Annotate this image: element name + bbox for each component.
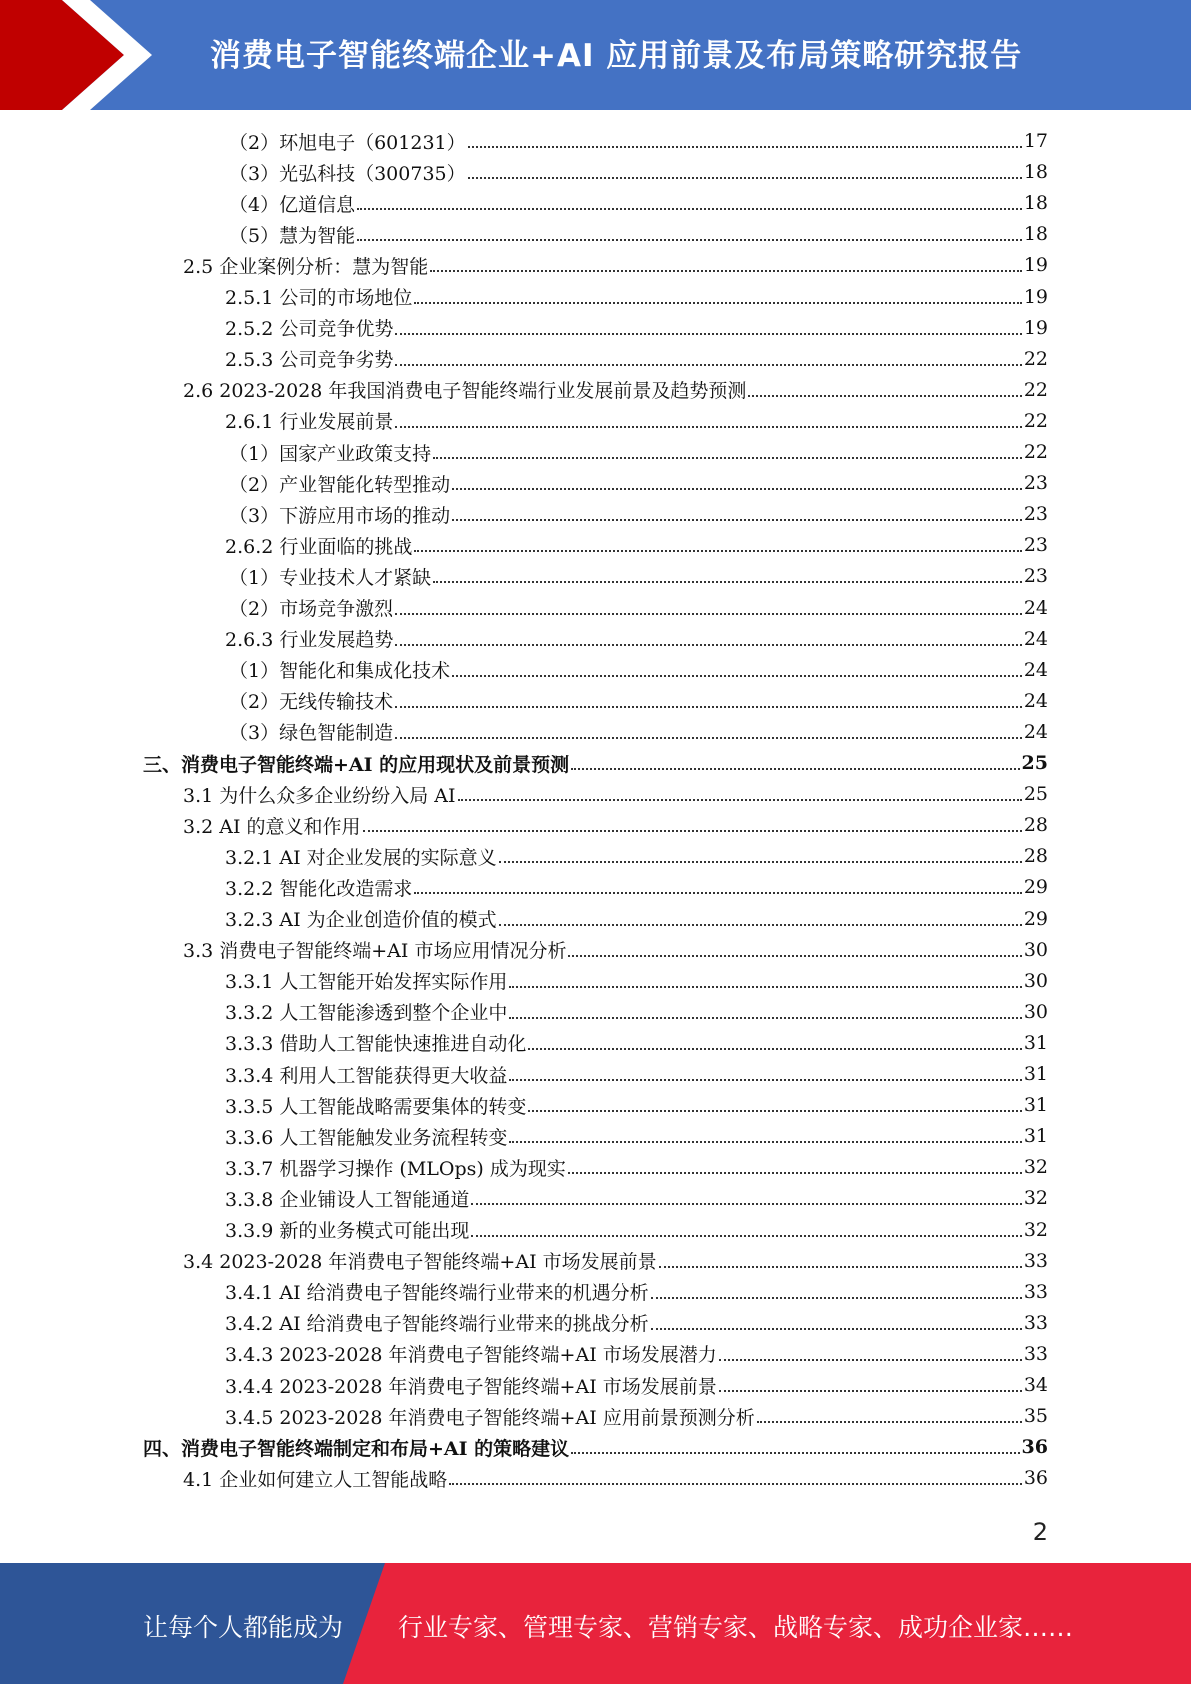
toc-entry-label: 3.2 AI 的意义和作用: [183, 815, 361, 838]
toc-leader-dots: [499, 924, 1022, 926]
toc-entry-label: （3）下游应用市场的推动: [229, 504, 451, 527]
toc-entry-page: 34: [1023, 1374, 1048, 1396]
toc-entry-page: 25: [1021, 752, 1048, 774]
toc-entry-page: 31: [1023, 1063, 1048, 1085]
toc-entry-page: 23: [1023, 503, 1048, 526]
toc-entry-page: 18: [1023, 161, 1048, 184]
toc-leader-dots: [395, 706, 1022, 708]
footer-banner: [0, 1563, 1191, 1684]
toc-leader-dots: [651, 1328, 1022, 1330]
toc-entry-label: 3.2.2 智能化改造需求: [225, 877, 413, 900]
footer-slogan-left: 让每个人都能成为: [143, 1613, 344, 1642]
toc-entry-page: 35: [1023, 1405, 1048, 1428]
toc-entry-page: 19: [1023, 254, 1048, 277]
toc-entry-label: 3.3.2 人工智能渗透到整个企业中: [225, 1002, 508, 1025]
toc-entry-page: 32: [1023, 1156, 1048, 1179]
toc-leader-dots: [414, 892, 1021, 894]
toc-entry[interactable]: [183, 376, 1048, 404]
toc-entry-label: 3.2.1 AI 对企业发展的实际意义: [225, 846, 497, 869]
toc-leader-dots: [499, 861, 1022, 863]
toc-leader-dots: [509, 1079, 1021, 1081]
toc-entry[interactable]: [225, 1340, 1048, 1368]
toc-leader-dots: [471, 1203, 1021, 1205]
toc-leader-dots: [395, 364, 1021, 366]
toc-entry-page: 23: [1023, 534, 1048, 557]
toc-entry-label: （1）智能化和集成化技术: [229, 660, 451, 683]
toc-entry-label: 3.4 2023-2028 年消费电子智能终端+AI 市场发展前景: [183, 1251, 657, 1274]
page-number: 2: [1032, 1518, 1048, 1546]
toc-entry[interactable]: [229, 687, 1048, 715]
toc-entry-page: 22: [1023, 347, 1048, 370]
toc-entry-page: 30: [1023, 1000, 1048, 1023]
toc-entry-label: 3.3.4 利用人工智能获得更大收益: [225, 1064, 508, 1087]
toc-entry[interactable]: [225, 407, 1048, 435]
toc-entry-page: 33: [1023, 1249, 1048, 1272]
toc-entry[interactable]: [225, 1278, 1048, 1306]
toc-entry-label: （1）专业技术人才紧缺: [229, 566, 432, 589]
toc-entry-page: 24: [1023, 720, 1048, 743]
toc-entry-label: 3.4.5 2023-2028 年消费电子智能终端+AI 应用前景预测分析: [225, 1406, 755, 1429]
toc-entry-page: 28: [1023, 814, 1048, 837]
toc-entry-page: 18: [1023, 192, 1048, 215]
toc-entry[interactable]: [229, 220, 1048, 248]
toc-entry-page: 30: [1023, 969, 1048, 992]
toc-leader-dots: [433, 457, 1022, 459]
toc-entry[interactable]: [225, 531, 1048, 559]
toc-leader-dots: [528, 1048, 1021, 1050]
toc-entry-label: 四、消费电子智能终端制定和布局+AI 的策略建议: [143, 1437, 570, 1460]
toc-entry[interactable]: [225, 1122, 1048, 1150]
toc-entry-label: 2.6 2023-2028 年我国消费电子智能终端行业发展前景及趋势预测: [183, 380, 747, 403]
toc-entry-page: 19: [1023, 316, 1048, 339]
report-title: 消费电子智能终端企业+AI 应用前景及布局策略研究报告: [210, 38, 1023, 74]
toc-leader-dots: [395, 333, 1021, 335]
toc-leader-dots: [571, 1452, 1019, 1454]
toc-leader-dots: [357, 208, 1022, 210]
toc-entry-page: 22: [1023, 441, 1048, 463]
toc-entry[interactable]: [225, 1309, 1048, 1337]
toc-leader-dots: [458, 799, 1022, 801]
toc-entry-label: （1）国家产业政策支持: [229, 442, 432, 465]
toc-entry-page: 28: [1023, 845, 1048, 868]
toc-leader-dots: [471, 1235, 1021, 1237]
toc-entry[interactable]: [183, 780, 1048, 808]
header-banner: [0, 0, 1191, 110]
toc-entry[interactable]: [225, 1371, 1048, 1399]
toc-entry[interactable]: [229, 438, 1048, 466]
toc-entry[interactable]: [229, 158, 1048, 186]
toc-entry[interactable]: [225, 1184, 1048, 1212]
toc-entry-label: （5）慧为智能: [229, 224, 356, 247]
toc-entry-page: 31: [1023, 1125, 1048, 1148]
toc-entry[interactable]: [225, 1029, 1048, 1057]
toc-leader-dots: [509, 1017, 1021, 1019]
toc-entry-page: 18: [1023, 223, 1048, 246]
toc-entry-label: 3.4.2 AI 给消费电子智能终端行业带来的挑战分析: [225, 1313, 649, 1336]
toc-entry-page: 17: [1023, 130, 1048, 152]
toc-entry[interactable]: [183, 936, 1048, 964]
toc-leader-dots: [395, 737, 1022, 739]
toc-entry[interactable]: [183, 1464, 1048, 1492]
toc-leader-dots: [568, 955, 1021, 957]
toc-entry-label: （2）无线传输技术: [229, 691, 394, 714]
toc-entry[interactable]: [225, 998, 1048, 1026]
toc-leader-dots: [452, 488, 1022, 490]
toc-entry[interactable]: [229, 594, 1048, 622]
toc-entry[interactable]: [225, 1091, 1048, 1119]
toc-entry-label: 3.4.4 2023-2028 年消费电子智能终端+AI 市场发展前景: [225, 1375, 717, 1398]
toc-entry[interactable]: [225, 1216, 1048, 1244]
toc-leader-dots: [468, 146, 1022, 148]
toc-entry[interactable]: [143, 1433, 1048, 1461]
toc-entry-label: （2）产业智能化转型推动: [229, 473, 451, 496]
toc-entry[interactable]: [229, 500, 1048, 528]
toc-entry-label: 三、消费电子智能终端+AI 的应用现状及前景预测: [143, 753, 570, 776]
toc-entry-page: 24: [1023, 596, 1048, 619]
toc-leader-dots: [452, 675, 1022, 677]
toc-entry-label: （2）环旭电子（601231）: [229, 131, 466, 154]
toc-entry-label: 3.3.6 人工智能触发业务流程转变: [225, 1126, 508, 1149]
toc-entry-label: 3.3.1 人工智能开始发挥实际作用: [225, 971, 508, 994]
toc-entry-label: 3.4.3 2023-2028 年消费电子智能终端+AI 市场发展潜力: [225, 1344, 717, 1367]
toc-entry[interactable]: [225, 1060, 1048, 1088]
toc-leader-dots: [414, 302, 1021, 304]
toc-entry-label: 3.1 为什么众多企业纷纷入局 AI: [183, 784, 456, 807]
toc-entry-page: 22: [1023, 378, 1048, 401]
toc-leader-dots: [468, 177, 1022, 179]
toc-entry[interactable]: [183, 1247, 1048, 1275]
toc-entry[interactable]: [225, 283, 1048, 311]
toc-entry-label: 3.3.8 企业铺设人工智能通道: [225, 1188, 470, 1211]
toc-entry-label: 3.2.3 AI 为企业创造价值的模式: [225, 909, 497, 931]
toc-entry[interactable]: [229, 562, 1048, 590]
toc-entry-label: 2.6.1 行业发展前景: [225, 411, 394, 434]
toc-leader-dots: [449, 1483, 1022, 1485]
toc-entry-label: （3）光弘科技（300735）: [229, 162, 466, 185]
toc-entry-page: 31: [1023, 1031, 1048, 1054]
toc-entry-label: 3.3.7 机器学习操作 (MLOps) 成为现实: [225, 1157, 566, 1180]
toc-entry-page: 29: [1023, 876, 1048, 899]
toc-leader-dots: [395, 613, 1022, 615]
toc-entry-page: 36: [1021, 1436, 1048, 1459]
toc-leader-dots: [452, 519, 1022, 521]
toc-entry-page: 30: [1023, 938, 1048, 961]
toc-leader-dots: [719, 1390, 1022, 1392]
toc-leader-dots: [757, 1421, 1022, 1423]
toc-entry[interactable]: [225, 314, 1048, 342]
toc-leader-dots: [651, 1297, 1022, 1299]
toc-entry[interactable]: [229, 656, 1048, 684]
toc-entry-label: （3）绿色智能制造: [229, 722, 394, 745]
toc-leader-dots: [414, 550, 1021, 552]
toc-entry-label: 3.3 消费电子智能终端+AI 市场应用情况分析: [183, 940, 567, 963]
toc-entry-page: 36: [1023, 1467, 1048, 1490]
toc-entry[interactable]: [229, 469, 1048, 497]
toc-entry-page: 29: [1023, 907, 1048, 930]
toc-entry-label: 2.6.3 行业发展趋势: [225, 629, 394, 652]
toc-entry-label: 2.6.2 行业面临的挑战: [225, 535, 413, 558]
toc-entry[interactable]: [225, 842, 1048, 870]
toc-entry-label: 3.4.1 AI 给消费电子智能终端行业带来的机遇分析: [225, 1282, 649, 1305]
footer-slogan-right: 行业专家、管理专家、营销专家、战略专家、成功企业家……: [398, 1613, 1074, 1642]
toc-leader-dots: [719, 1359, 1022, 1361]
toc-entry[interactable]: [229, 718, 1048, 746]
toc-entry-page: 31: [1023, 1094, 1048, 1117]
toc-entry[interactable]: [183, 251, 1048, 279]
toc-leader-dots: [571, 768, 1019, 770]
toc-entry-page: 32: [1023, 1218, 1048, 1241]
toc-entry-page: 33: [1023, 1342, 1048, 1365]
toc-leader-dots: [433, 581, 1022, 583]
toc-entry-label: 3.3.5 人工智能战略需要集体的转变: [225, 1095, 527, 1118]
toc-entry[interactable]: [143, 749, 1048, 777]
toc-entry[interactable]: [225, 345, 1048, 373]
toc-leader-dots: [357, 239, 1022, 241]
toc-entry-page: 33: [1023, 1311, 1048, 1334]
toc-entry-page: 23: [1023, 472, 1048, 495]
toc-entry[interactable]: [225, 967, 1048, 995]
toc-entry[interactable]: [229, 127, 1048, 155]
toc-entry[interactable]: [229, 189, 1048, 217]
toc-entry-label: 3.3.9 新的业务模式可能出现: [225, 1220, 470, 1242]
toc-entry-label: 2.5.3 公司竞争劣势: [225, 349, 394, 372]
toc-entry-page: 24: [1023, 627, 1048, 650]
toc-leader-dots: [659, 1266, 1022, 1268]
toc-leader-dots: [509, 986, 1021, 988]
toc-entry[interactable]: [225, 873, 1048, 901]
toc-entry-label: 3.3.3 借助人工智能快速推进自动化: [225, 1033, 527, 1056]
toc-entry-page: 32: [1023, 1187, 1048, 1210]
toc-entry-page: 22: [1023, 409, 1048, 432]
toc-entry-page: 24: [1023, 658, 1048, 681]
toc-entry-page: 24: [1023, 689, 1048, 712]
toc-leader-dots: [528, 1110, 1021, 1112]
toc-leader-dots: [748, 395, 1021, 397]
toc-leader-dots: [395, 644, 1021, 646]
toc-entry-label: 2.5.1 公司的市场地位: [225, 287, 413, 309]
toc-leader-dots: [509, 1141, 1021, 1143]
toc-entry[interactable]: [225, 1153, 1048, 1181]
toc-leader-dots: [430, 270, 1022, 272]
toc-entry-label: 2.5 企业案例分析：慧为智能: [183, 255, 429, 278]
toc-leader-dots: [568, 1172, 1022, 1174]
toc-entry-page: 19: [1023, 285, 1048, 308]
toc-entry-label: 2.5.2 公司竞争优势: [225, 318, 394, 341]
toc-entry[interactable]: [183, 811, 1048, 839]
toc-entry-label: 4.1 企业如何建立人工智能战略: [183, 1468, 448, 1491]
toc-entry-label: （4）亿道信息: [229, 193, 356, 216]
toc-leader-dots: [363, 830, 1022, 832]
toc-entry[interactable]: [225, 905, 1048, 933]
toc-entry[interactable]: [225, 1402, 1048, 1430]
toc-entry[interactable]: [225, 625, 1048, 653]
toc-entry-page: 23: [1023, 565, 1048, 588]
toc-entry-label: （2）市场竞争激烈: [229, 598, 394, 620]
toc-entry-page: 25: [1023, 783, 1048, 806]
toc-entry-page: 33: [1023, 1280, 1048, 1303]
toc-leader-dots: [395, 426, 1021, 428]
